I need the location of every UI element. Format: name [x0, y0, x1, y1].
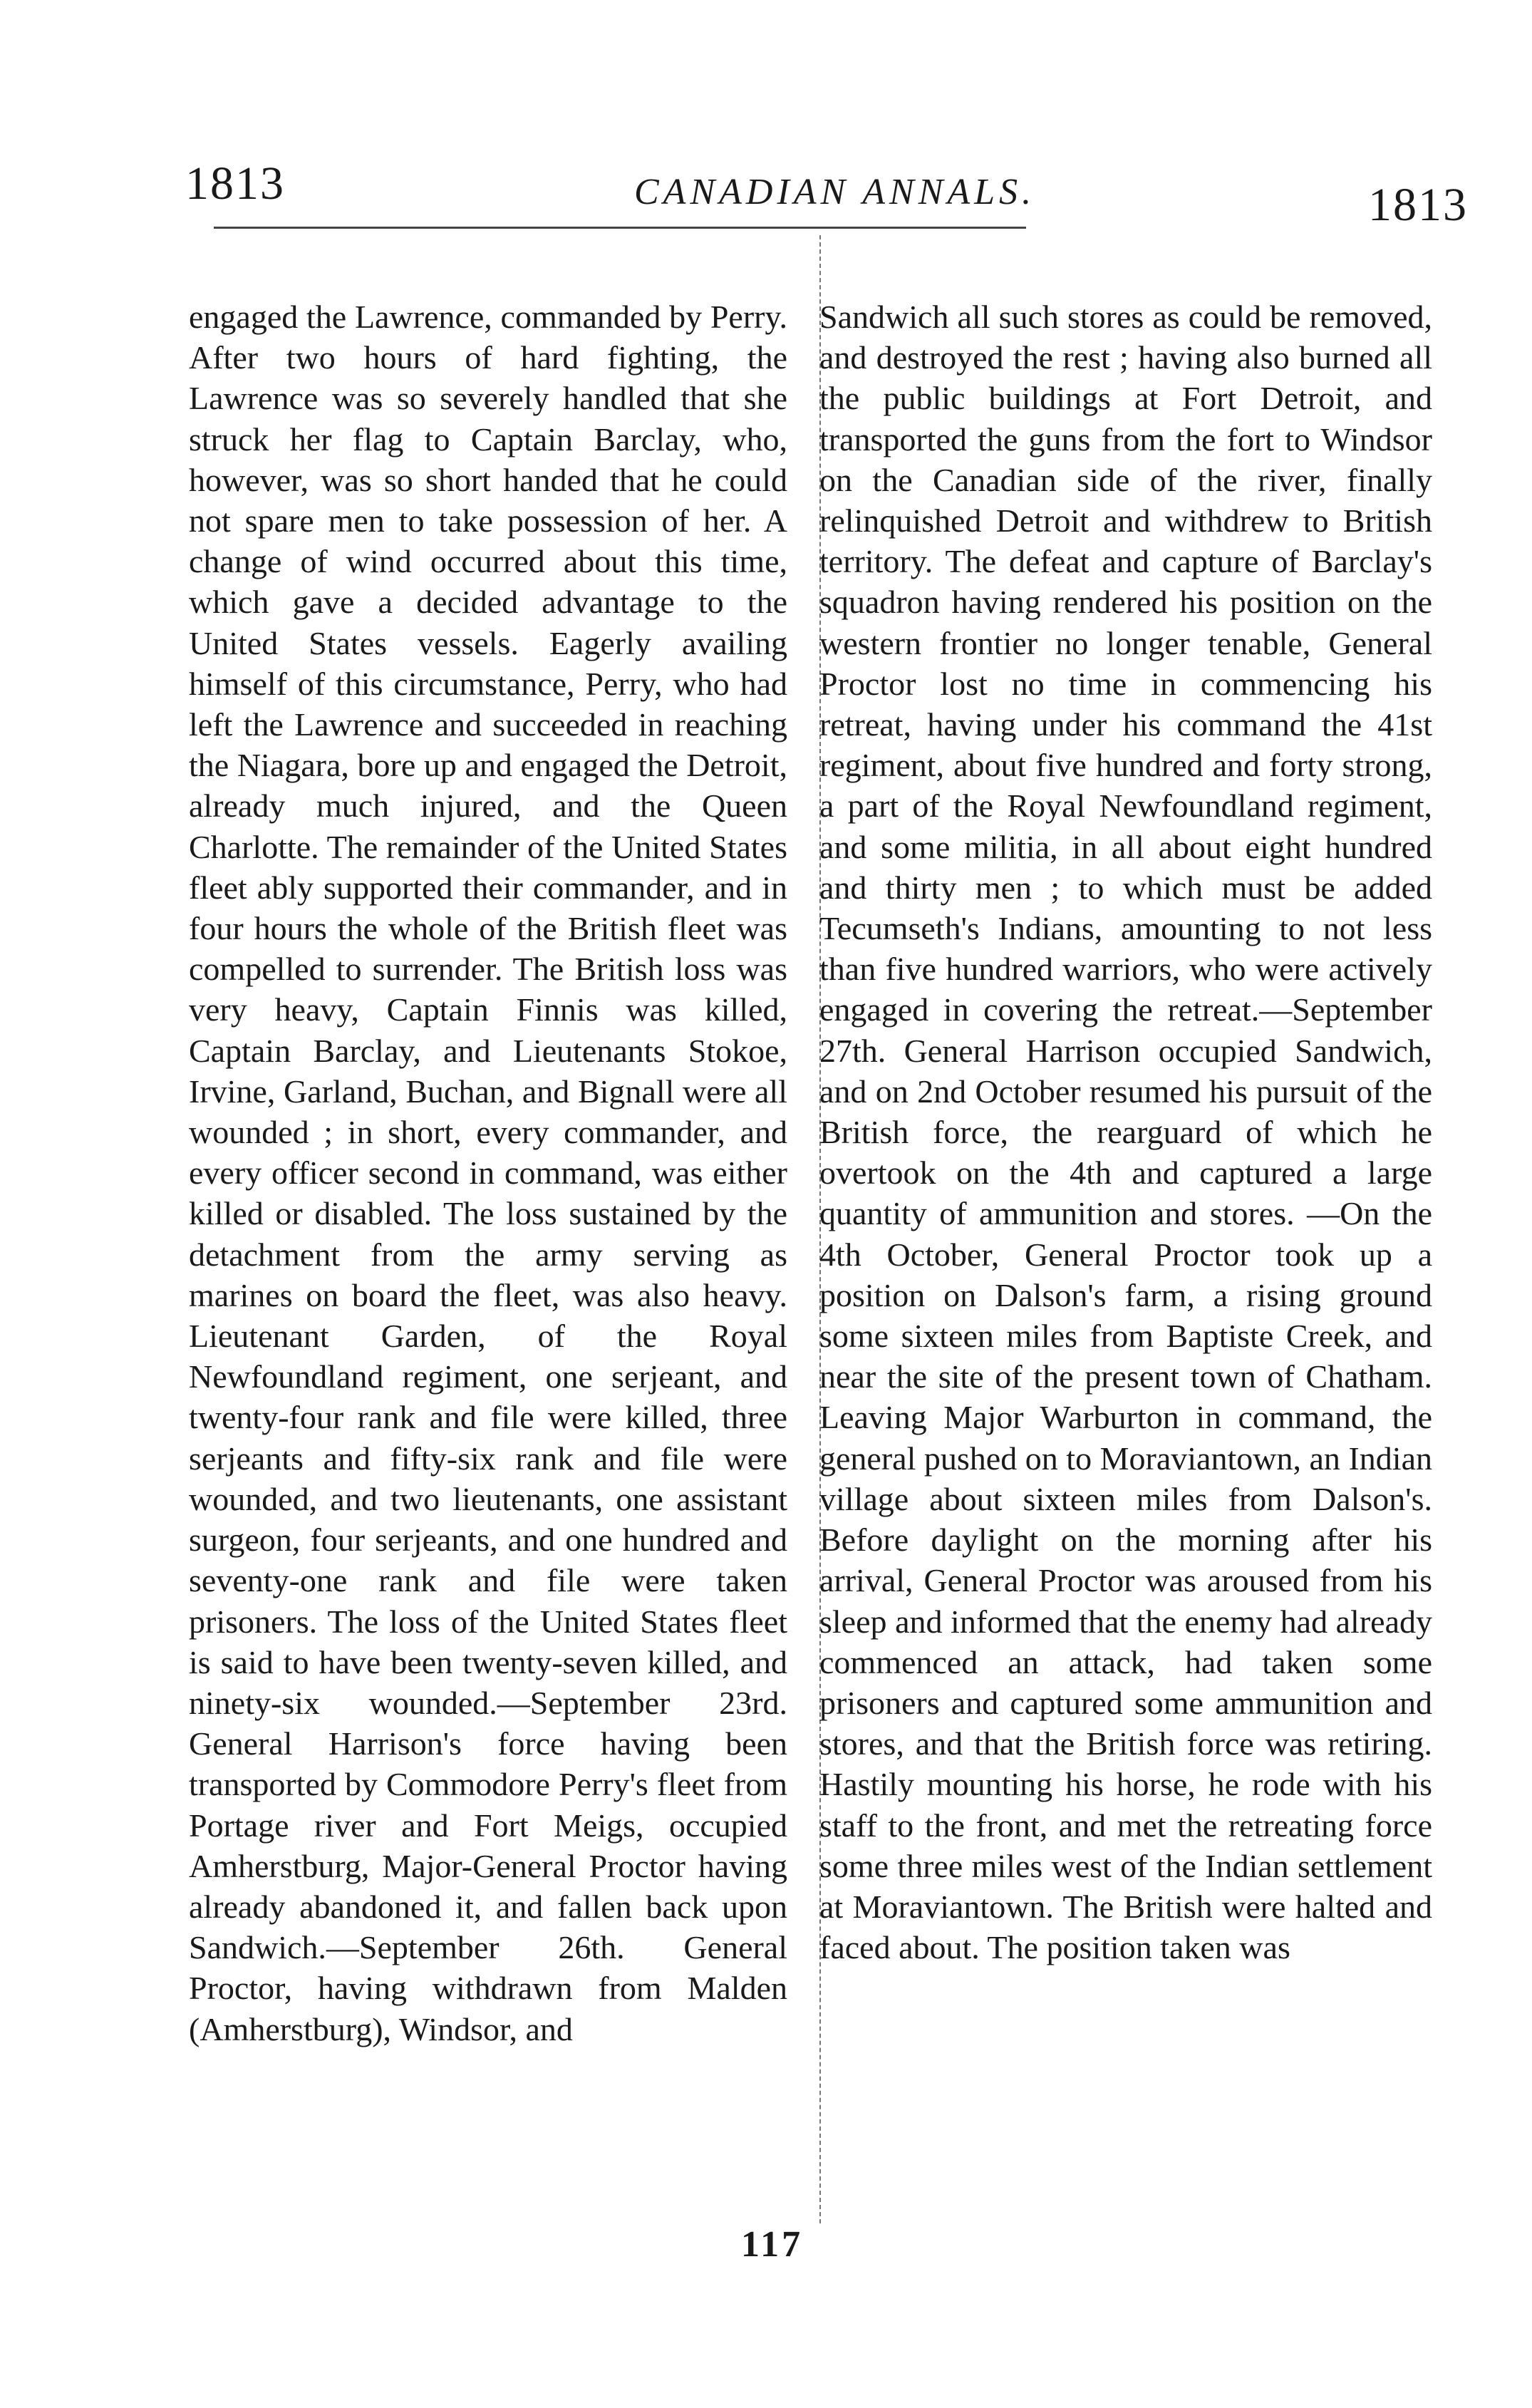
header-year-right: 1813 — [1368, 179, 1468, 231]
right-column-text: Sandwich all such stores as could be removed, and destroyed the rest ; having also burned all the public buildings at Fort Detroit, and transported the guns from the fort to Windsor on the Canadian side of the river, finally relinquished Detroit and withdrew to British territory. The defeat and capture of Barclay's squadron having rendered his position on the western frontier no longer tenable, General Proctor lost no time in commencing his retreat, having under his command the 41st regiment, about five hundred and forty strong, a part of the Royal Newfoundland regiment, and some militia, in all about eight hundred and thirty men ; to which must be added Tecumseth's Indians, amounting to not less than five hundred warriors, who were actively engaged in covering the retreat.—September 27th. General Harrison occupied Sandwich, and on 2nd October resumed his pursuit of the British force, the rearguard of which he overtook on the 4th and captured a large quantity of ammunition and stores. —On the 4th October, General Proctor took up a position on Dalson's farm, a rising ground some sixteen miles from Baptiste Creek, and near the site of the present town of Chatham. Leaving Major Warburton in command, the general pushed on to Moraviantown, an Indian village about sixteen miles from Dalson's. Before daylight on the morning after his arrival, General Proctor was aroused from his sleep and informed that the enemy had already commenced an attack, had taken some prisoners and captured some ammunition and stores, and that the British force was retiring. Hastily mounting his horse, he rode with his staff to the front, and met the retreating force some three miles west of the Indian settlement at Moraviantown. The British were halted and faced about. The position taken was — [819, 299, 1432, 1966]
page-number: 117 — [741, 2224, 804, 2265]
text-column-left — [189, 264, 787, 2231]
page-header — [185, 157, 1468, 249]
header-year-left: 1813 — [185, 157, 285, 210]
header-rule — [214, 227, 1026, 229]
text-column-right — [819, 264, 1432, 2231]
left-column-text: engaged the Lawrence, commanded by Perry. After two hours of hard fighting, the Lawrence was so severely handled that she struck her flag to Captain Barclay, who, however, was so short handed that he could not spare men to take possession of her. A change of wind occurred about this time, which gave a decided advantage to the United States vessels. Eagerly availing himself of this circumstance, Perry, who had left the Lawrence and succeeded in reaching the Niagara, bore up and engaged the Detroit, already much injured, and the Queen Charlotte. The remainder of the United States fleet ably supported their commander, and in four hours the whole of the British fleet was compelled to surrender. The British loss was very heavy, Captain Finnis was killed, Captain Barclay, and Lieutenants Stokoe, Irvine, Garland, Buchan, and Bignall were all wounded ; in short, every commander, and every officer second in command, was either killed or disabled. The loss sustained by the detachment from the army serving as marines on board the fleet, was also heavy. Lieutenant Garden, of the Royal Newfoundland regiment, one serjeant, and twenty-four rank and file were killed, three serjeants and fifty-six rank and file were wounded, and two lieutenants, one assistant surgeon, four serjeants, and one hundred and seventy-one rank and file were taken prisoners. The loss of the United States fleet is said to have been twenty-seven killed, and ninety-six wounded.—September 23rd. General Harrison's force having been transported by Commodore Perry's fleet from Portage river and Fort Meigs, occupied Amherstburg, Major-General Proctor having already abandoned it, and fallen back upon Sandwich.—September 26th. General Proctor, having withdrawn from Malden (Amherstburg), Windsor, and — [189, 299, 787, 2047]
running-title: CANADIAN ANNALS. — [634, 172, 1036, 212]
